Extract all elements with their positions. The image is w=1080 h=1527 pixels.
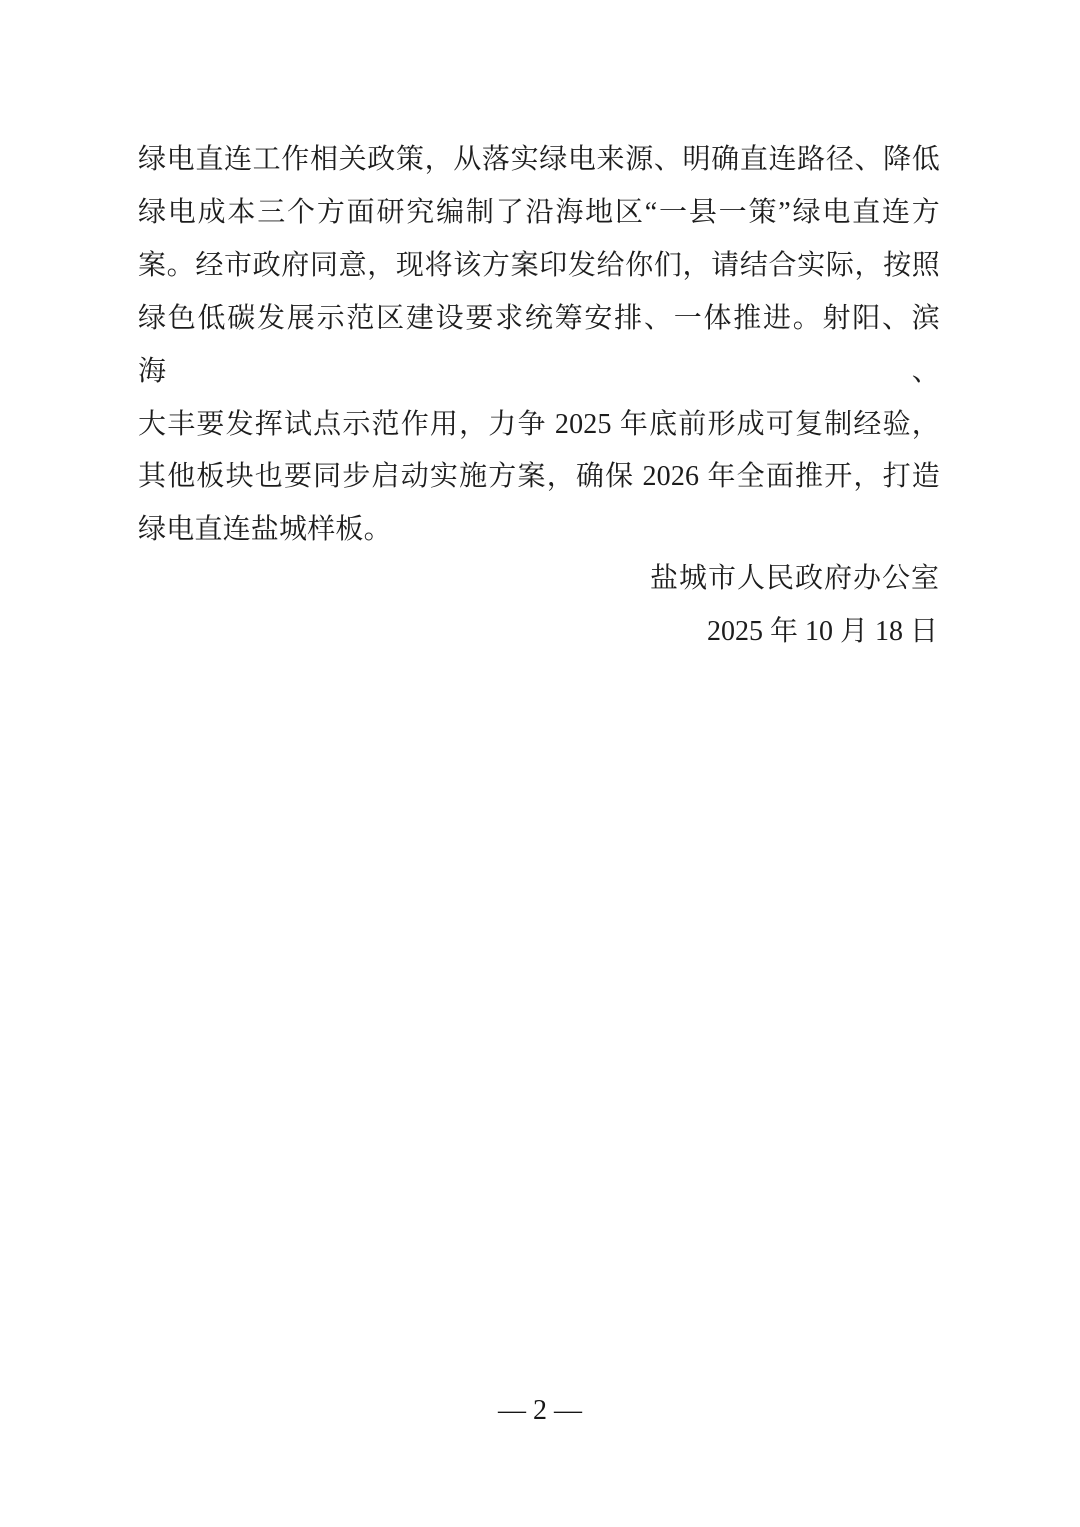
body-line-6: 其他板块也要同步启动实施方案，确保 2026 年全面推开，打造	[138, 461, 940, 493]
body-line-7: 绿电直连盐城样板。	[138, 514, 392, 546]
signature-date: 2025 年 10 月 18 日	[706, 616, 938, 647]
body-line-4: 绿色低碳发展示范区建设要求统筹安排、一体推进。射阳、滨海、	[138, 302, 940, 387]
body-line-3: 案。经市政府同意，现将该方案印发给你们，请结合实际，按照	[138, 249, 940, 281]
body-line-5: 大丰要发挥试点示范作用，力争 2025 年底前形成可复制经验，	[138, 408, 940, 440]
signature-block	[138, 552, 940, 658]
page-number: — 2 —	[498, 1395, 582, 1426]
signature-org: 盐城市人民政府办公室	[649, 563, 940, 594]
document-body	[138, 134, 940, 557]
body-line-1: 绿电直连工作相关政策，从落实绿电来源、明确直连路径、降低	[138, 144, 940, 175]
body-line-2: 绿电成本三个方面研究编制了沿海地区“一县一策”绿电直连方	[138, 196, 940, 228]
